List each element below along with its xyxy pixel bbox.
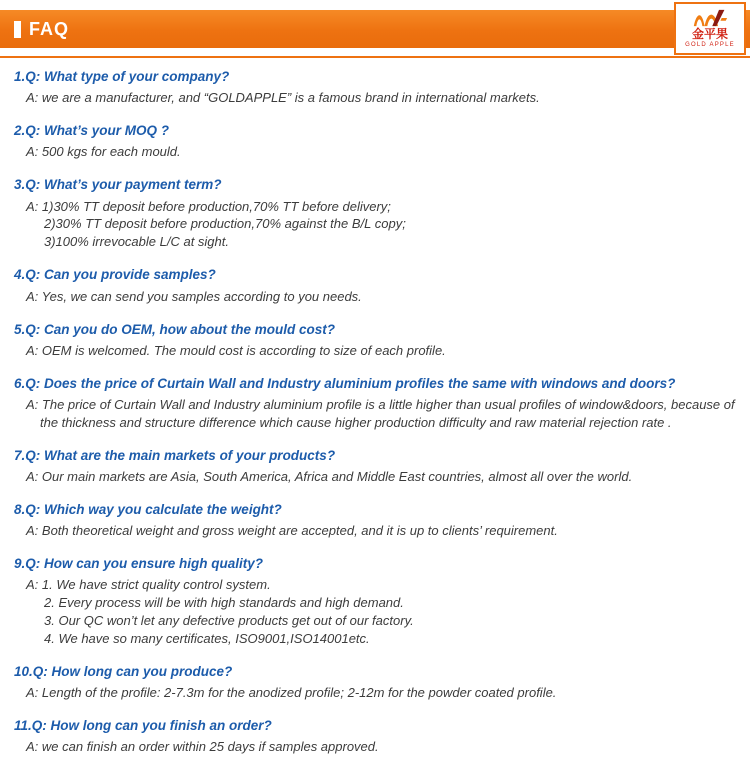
faq-answers	[14, 522, 736, 540]
section-title: FAQ	[29, 19, 70, 39]
faq-answers	[14, 143, 736, 161]
faq-question: 3.Q: What’s your payment term?	[14, 177, 222, 193]
faq-answer-line: 3)100% irrevocable L/C at sight.	[44, 234, 229, 250]
faq-answer-line: 2)30% TT deposit before production,70% against the B/L copy;	[44, 216, 406, 232]
faq-answer-line: A: 1. We have strict quality control system.	[26, 577, 271, 593]
faq-question: 10.Q: How long can you produce?	[14, 664, 233, 680]
faq-answer-line: A: Length of the profile: 2-7.3m for the anodized profile; 2-12m for the powder coated profile.	[26, 685, 557, 701]
faq-answer-line: 3. Our QC won’t let any defective products get out of our factory.	[44, 613, 414, 629]
faq-answer-line: A: 1)30% TT deposit before production,70% TT before delivery;	[26, 198, 391, 214]
faq-answer-line: 4. We have so many certificates, ISO9001,ISO14001etc.	[44, 631, 370, 647]
faq-question: 4.Q: Can you provide samples?	[14, 267, 216, 283]
faq-answer-line: A: Both theoretical weight and gross weight are accepted, and it is up to clients’ requirement.	[26, 523, 558, 539]
faq-question: 9.Q: How can you ensure high quality?	[14, 556, 264, 572]
faq-answers	[14, 342, 736, 360]
logo-text-chinese: 金平果	[691, 27, 728, 42]
faq-question: 11.Q: How long can you finish an order?	[14, 718, 272, 734]
gold-apple-logo	[674, 2, 746, 55]
page-header	[0, 0, 750, 58]
faq-answers	[14, 396, 736, 432]
faq-answer-line: 2. Every process will be with high standards and high demand.	[44, 595, 404, 611]
faq-answers	[14, 288, 736, 306]
gold-apple-monogram-icon	[691, 9, 729, 27]
faq-answers	[14, 738, 736, 756]
faq-item	[14, 176, 736, 251]
faq-question: 2.Q: What’s your MOQ ?	[14, 123, 170, 139]
faq-answer-line: A: Yes, we can send you samples according to you needs.	[26, 288, 362, 304]
title-marker	[14, 21, 21, 38]
faq-item	[14, 555, 736, 648]
header-rule	[0, 56, 750, 58]
faq-item	[14, 663, 736, 702]
faq-answer-line: A: we can finish an order within 25 days if samples approved.	[26, 739, 379, 755]
faq-item	[14, 447, 736, 486]
faq-answers	[14, 89, 736, 107]
faq-question: 6.Q: Does the price of Curtain Wall and Industry aluminium profiles the same with windows and doors?	[14, 375, 676, 391]
faq-answer-line: A: OEM is welcomed. The mould cost is according to size of each profile.	[26, 342, 446, 358]
faq-question: 7.Q: What are the main markets of your products?	[14, 447, 336, 463]
faq-item	[14, 717, 736, 756]
faq-answers	[14, 576, 736, 648]
faq-question: 1.Q: What type of your company?	[14, 69, 230, 84]
faq-answer-line: A: Our main markets are Asia, South America, Africa and Middle East countries, almost all over the world.	[26, 468, 633, 484]
faq-item	[14, 501, 736, 540]
logo-text-english: GOLD APPLE	[685, 41, 735, 48]
faq-answer-line: A: 500 kgs for each mould.	[26, 144, 181, 160]
faq-answers	[14, 468, 736, 486]
faq-item	[14, 266, 736, 305]
faq-item	[14, 122, 736, 161]
faq-item	[14, 375, 736, 432]
faq-answers	[14, 198, 736, 252]
faq-item	[14, 68, 736, 107]
faq-list	[0, 58, 750, 756]
faq-answer-line: A: we are a manufacturer, and “GOLDAPPLE” is a famous brand in international markets.	[26, 90, 540, 106]
faq-answers	[14, 684, 736, 702]
faq-item	[14, 321, 736, 360]
faq-question: 5.Q: Can you do OEM, how about the mould cost?	[14, 321, 335, 337]
faq-answer-line: A: The price of Curtain Wall and Industry aluminium profile is a little higher than usual profiles of window&doors, because of the thickness and structure difference which cause higher production difficulty and raw material rejection rate .	[26, 396, 735, 430]
section-header-bar	[0, 10, 750, 48]
faq-question: 8.Q: Which way you calculate the weight?	[14, 501, 282, 517]
